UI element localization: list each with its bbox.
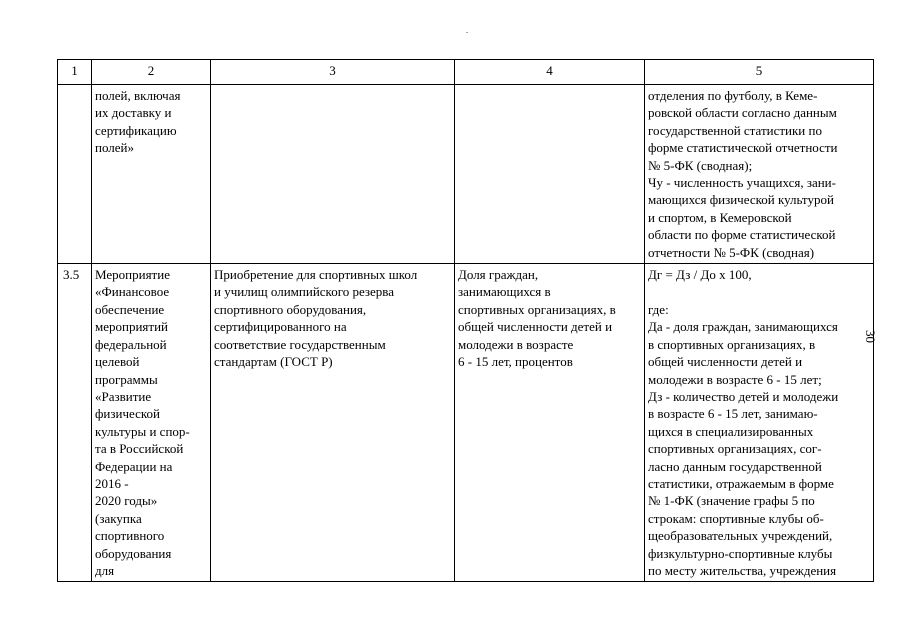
activity-cell: Мероприятие «Финансовое обеспечение мероприятий федеральной целевой программы «Развитие физической культуры и спор- та в Российской Федерации на 2016 - 2020 годы» (закупка спортивного оборудования для [92,264,211,582]
table-header-row [58,60,874,85]
column-header: 5 [645,60,874,85]
column-header: 2 [92,60,211,85]
indicator-cell [455,85,645,264]
method-cell: Дг = Дз / До х 100, где: Да - доля граждан, занимающихся в спортивных организациях, в общей численности детей и молодежи в возрасте 6 - 15 лет; Дз - количество детей и молодежи в возрасте 6 - 15 лет, занимаю- щихся в специализированных спортивных организациях, сог- ласно данным государственной статистики, отражаемым в форме № 1-ФК (значение графы 5 по строкам: спортивные клубы об- щеобразовательных учреждений, физкультурно-спортивные клубы по месту жительства, учреждения [645,264,874,582]
column-header: 3 [211,60,455,85]
column-header: 1 [58,60,92,85]
description-cell [211,85,455,264]
document-table [57,59,874,582]
table-row [58,85,874,264]
row-number-cell: 3.5 [58,264,92,582]
method-cell: отделения по футболу, в Кеме- ровской области согласно данным государственной статистики по форме статистической отчетности № 5-ФК (сводная); Чу - численность учащихся, зани- мающихся физической культурой и спортом, в Кемеровской области по форме статистической отчетности № 5-ФК (сводная) [645,85,874,264]
table-row [58,264,874,582]
column-header: 4 [455,60,645,85]
row-number-cell [58,85,92,264]
indicator-cell: Доля граждан, занимающихся в спортивных организациях, в общей численности детей и молодежи в возрасте 6 - 15 лет, процентов [455,264,645,582]
top-mark: . [466,26,468,35]
description-cell: Приобретение для спортивных школ и училищ олимпийского резерва спортивного оборудования, сертифицированного на соответствие государственным стандартам (ГОСТ Р) [211,264,455,582]
activity-cell: полей, включая их доставку и сертификацию полей» [92,85,211,264]
page-number: 30 [863,330,878,343]
